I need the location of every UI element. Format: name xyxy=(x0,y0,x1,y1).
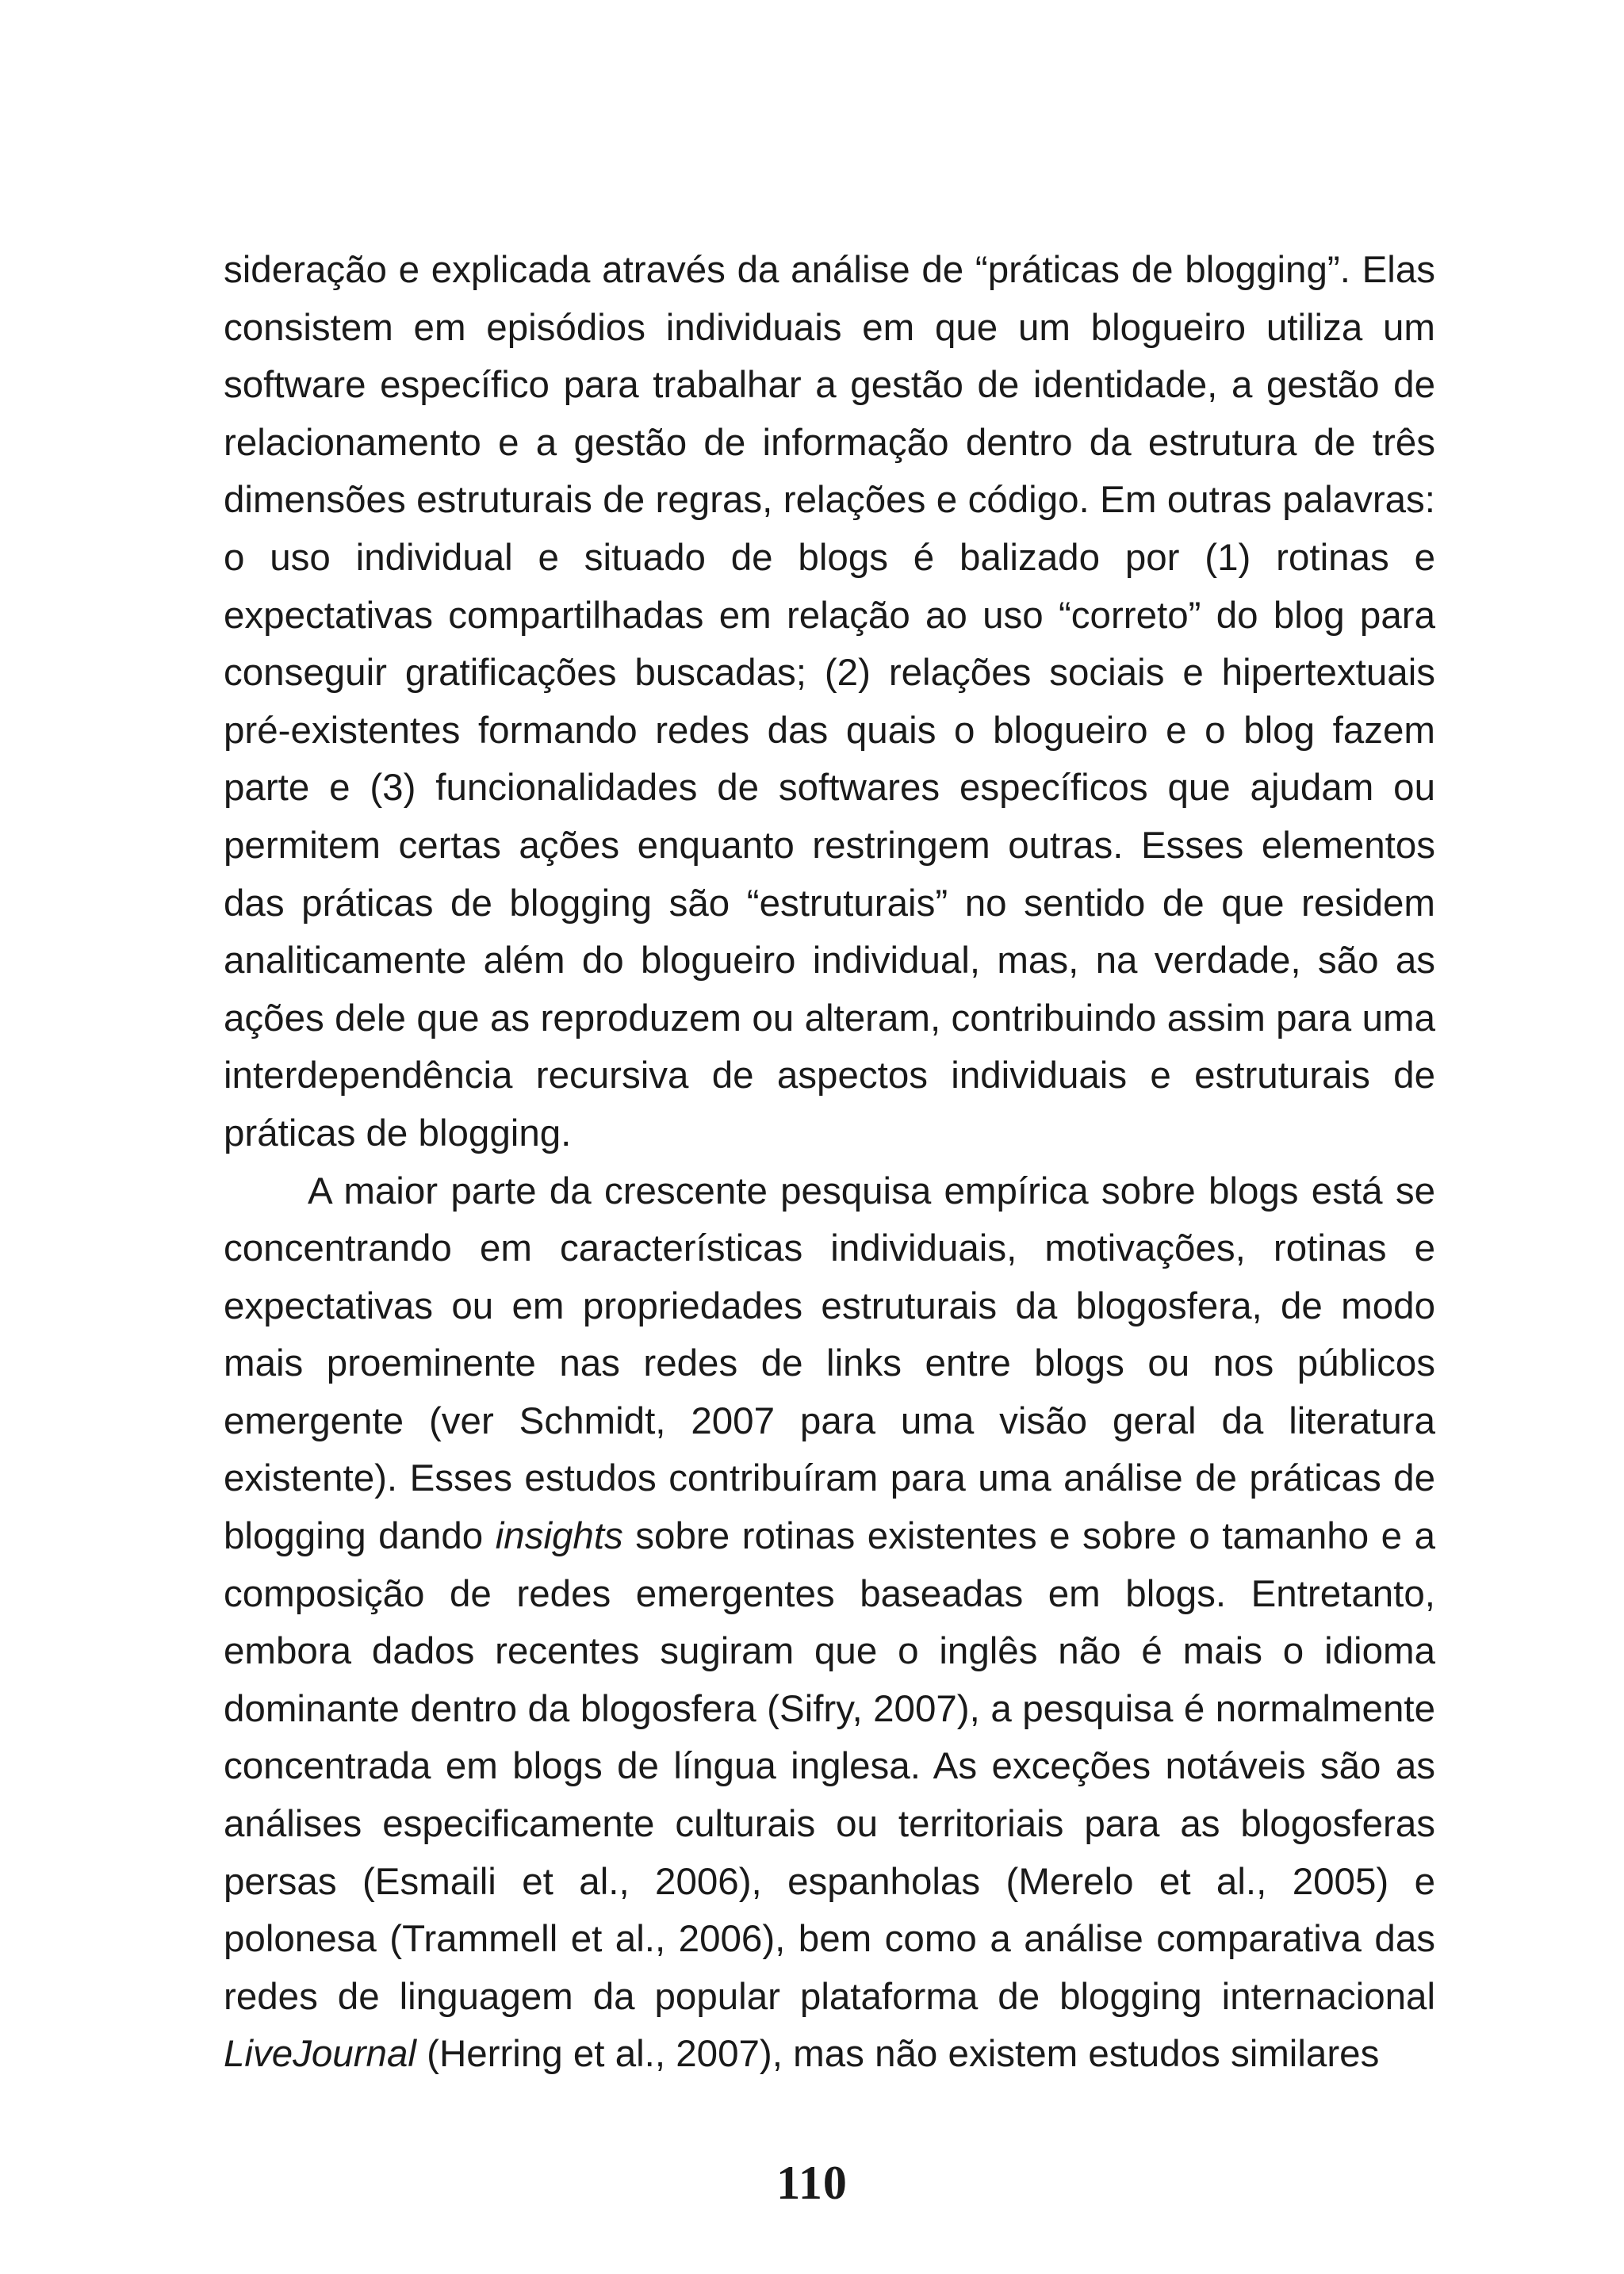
paragraph xyxy=(224,242,1435,1163)
italic-term: LiveJournal xyxy=(224,2033,416,2076)
paragraph-text: (Herring et al., 2007), mas não existem estudos similares xyxy=(416,2033,1380,2076)
paragraph-text: A maior parte da crescente pesquisa empírica sobre blogs está se concentrando em características individuais, motivações, rotinas e expectativas ou em propriedades estruturais da blogosfera, de modo mais proeminente nas redes de links entre blogs ou nos públicos emergente (ver Schmidt, 2007 para uma visão geral da literatura existente). Esses estudos contribuíram para uma análise de práticas de blogging dando xyxy=(224,1170,1435,1558)
paragraph-text: sideração e explicada através da análise de “práticas de blogging”. Elas consistem em episódios individuais em que um blogueiro utiliza um software específico para trabalhar a gestão de identidade, a gestão de relacionamento e a gestão de informação dentro da estrutura de três dimensões estruturais de regras, relações e código. Em outras palavras: o uso individual e situado de blogs é balizado por (1) rotinas e expectativas compartilhadas em relação ao uso “correto” do blog para conseguir gratificações buscadas; (2) relações sociais e hipertextuais pré-existentes formando redes das quais o blogueiro e o blog fazem parte e (3) funcionalidades de softwares específicos que ajudam ou permitem certas ações enquanto restringem outras. Esses elementos das práticas de blogging são “estruturais” no sentido de que residem analiticamente além do blogueiro individual, mas, na verdade, são as ações dele que as reproduzem ou alteram, contribuindo assim para uma interdependência recursiva de aspectos individuais e estruturais de práticas de blogging. xyxy=(224,249,1435,1154)
paragraph-text: sobre rotinas existentes e sobre o tamanho e a composição de redes emergentes baseadas em blogs. Entretanto, embora dados recentes sugiram que o inglês não é mais o idioma dominante dentro da blogosfera (Sifry, 2007), a pesquisa é normalmente concentrada em blogs de língua inglesa. As exceções notáveis são as análises especificamente culturais ou territoriais para as blogosferas persas (Esmaili et al., 2006), espanholas (Merelo et al., 2005) e polonesa (Trammell et al., 2006), bem como a análise comparativa das redes de linguagem da popular plataforma de blogging internacional xyxy=(224,1515,1436,2018)
body-text xyxy=(224,242,1435,2084)
paragraph xyxy=(224,1163,1435,2084)
italic-term: insights xyxy=(495,1515,623,1558)
page-number: 110 xyxy=(776,2157,848,2209)
